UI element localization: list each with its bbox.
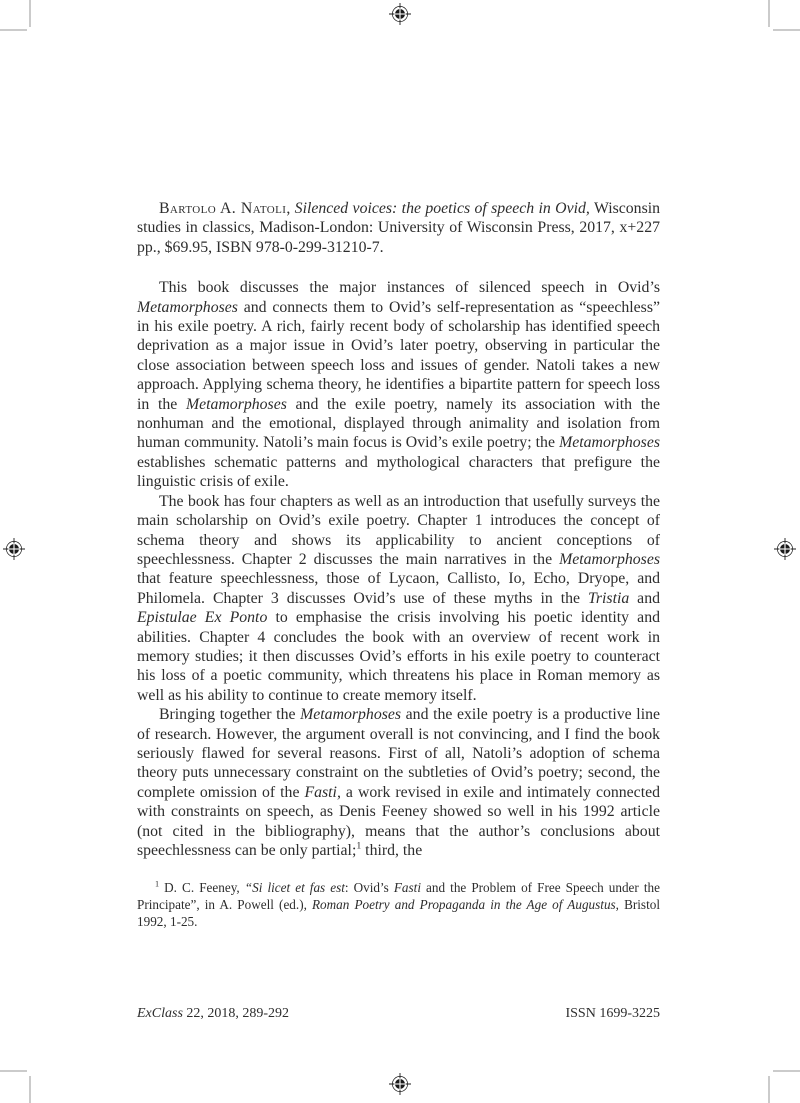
journal-reference: ExClass 22, 2018, 289-292 <box>137 1006 290 1021</box>
crop-mark-bottom-left-vertical <box>29 1076 31 1103</box>
review-text-block <box>137 199 660 930</box>
footnote: $^1$ D. C. Feeney, “Si licet et fas est: Ovid’s Fasti and the Problem of Free Speech under the Principate”, in A. Powell (ed.), Roman Poetry and Propaganda in the Age of Augustus, Bristol 1992, 1-25. <box>137 880 660 929</box>
issn-number: ISSN 1699-3225 <box>565 1006 660 1021</box>
paragraph-3: Bringing together the Metamorphoses and the exile poetry is a productive line of research. However, the argument overall is not convincing, and I find the book seriously flawed for several reasons. First of all, Natoli’s adoption of schema theory puts unnecessary constraint on the subtleties of Ovid’s poetry; second, the complete omission of the Fasti, a work revised in exile and intimately connected with constraints on speech, as Denis Feeney showed so well in his 1992 article (not cited in the bibliography), means that the author’s conclusions about speechlessness can be only partial;$^1$ third, the <box>137 706 660 859</box>
crop-mark-bottom-right-horizontal <box>773 1070 800 1072</box>
crop-mark-top-left-horizontal <box>0 29 27 31</box>
registration-mark-icon <box>2 537 26 561</box>
crop-mark-top-left-vertical <box>29 0 31 27</box>
crop-mark-top-right-vertical <box>768 0 770 27</box>
paragraph-2: The book has four chapters as well as an introduction that usefully surveys the main scholarship on Ovid’s exile poetry. Chapter 1 introduces the concept of schema theory and shows its applicability to ancient conceptions of speechlessness. Chapter 2 discusses the main narratives in the Metamorphoses that feature speechlessness, those of Lycaon, Callisto, Io, Echo, Dryope, and Philomela. Chapter 3 discusses Ovid’s use of these myths in the Tristia and Epistulae Ex Ponto to emphasise the crisis involving his poetic identity and abilities. Chapter 4 concludes the book with an overview of recent work in memory studies; it then discusses Ovid’s efforts in his exile poetry to counteract his loss of a poetic community, which threatens his place in Roman memory as well as his ability to continue to create memory itself. <box>137 492 660 704</box>
registration-mark-icon <box>773 537 797 561</box>
registration-mark-icon <box>388 1072 412 1096</box>
crop-mark-top-right-horizontal <box>773 29 800 31</box>
paragraph-1: This book discusses the major instances of silenced speech in Ovid’s Metamorphoses and connects them to Ovid’s self-representation as “speechless” in his exile poetry. A rich, fairly recent body of scholarship has identified speech deprivation as a major issue in Ovid’s later poetry, observing in particular the close association between speech loss and issues of gender. Natoli takes a new approach. Applying schema theory, he identifies a bipartite pattern for speech loss in the Metamorphoses and the exile poetry, namely its association with the nonhuman and the emotional, displayed through animality and isolation from human community. Natoli’s main focus is Ovid’s exile poetry; the Metamorphoses establishes schematic patterns and mythological characters that prefigure the linguistic crisis of exile. <box>137 279 660 491</box>
registration-mark-icon <box>388 2 412 26</box>
page-footer <box>137 1005 660 1022</box>
crop-mark-bottom-left-horizontal <box>0 1070 27 1072</box>
crop-mark-bottom-right-vertical <box>768 1076 770 1103</box>
book-citation: Bartolo A. Natoli, Silenced voices: the poetics of speech in Ovid, Wisconsin studies in classics, Madison-London: University of Wisconsin Press, 2017, x+227 pp., $69.95, ISBN 978-0-299-31210-7. <box>137 200 660 256</box>
review-body <box>137 278 660 860</box>
